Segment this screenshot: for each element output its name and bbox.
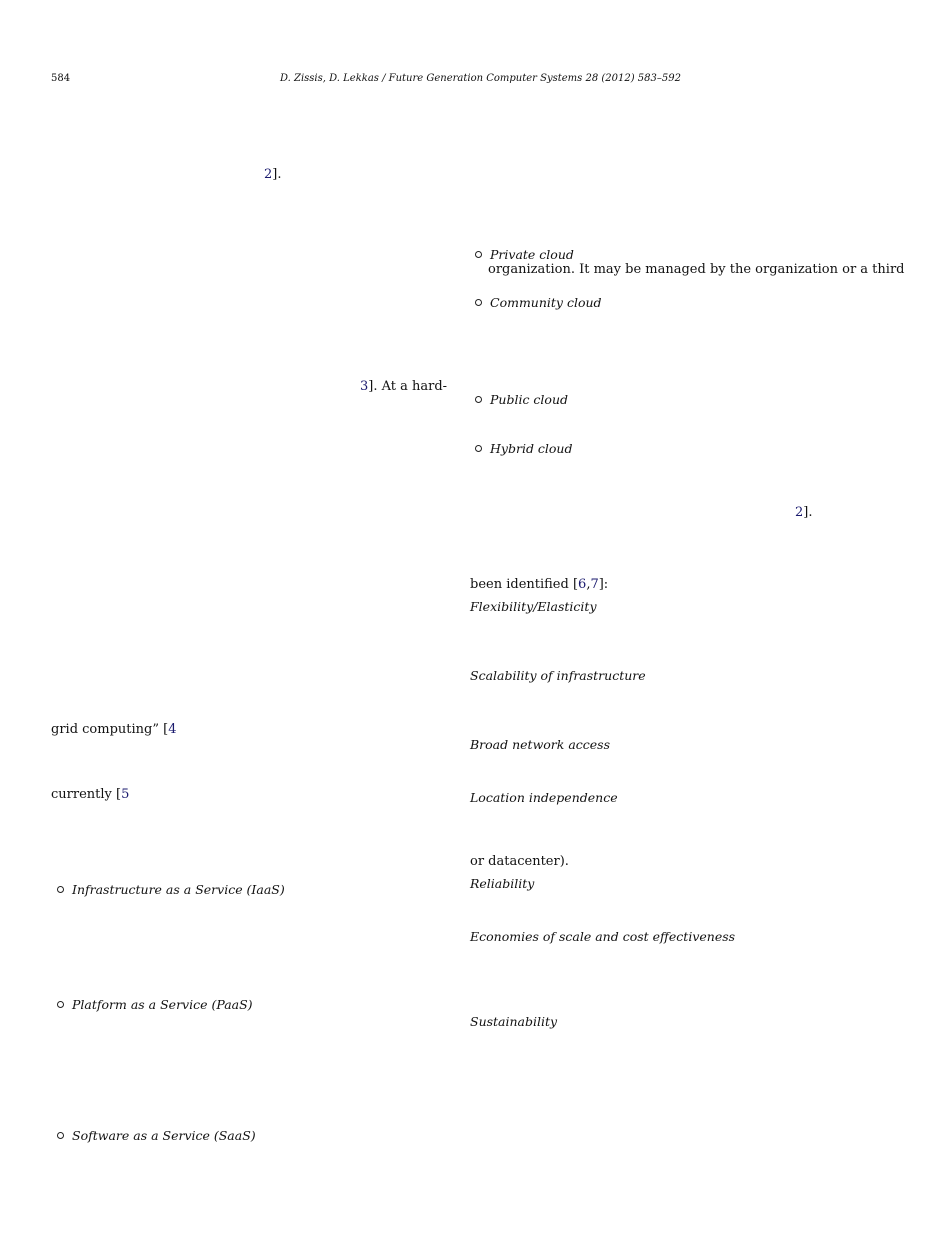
bullet-icon [57, 1132, 64, 1139]
characteristic-heading: Broad network access [470, 737, 611, 752]
list-item: Infrastructure as a Service (IaaS) [57, 882, 285, 897]
bullet-icon [475, 396, 482, 403]
page-number: 584 [51, 73, 71, 84]
reference-link[interactable]: 2 [795, 505, 804, 520]
reference-link[interactable]: 7 [590, 577, 599, 592]
bullet-icon [475, 251, 482, 258]
citation-fragment: 2]. [264, 167, 282, 182]
list-item: Platform as a Service (PaaS) [57, 997, 253, 1012]
list-item: Hybrid cloud [475, 441, 573, 456]
list-item: Private cloud [475, 247, 574, 262]
characteristic-heading: Reliability [470, 876, 535, 891]
reference-link[interactable]: 6 [578, 577, 587, 592]
citation-fragment: 3]. At a hard- [360, 379, 448, 394]
bullet-icon [475, 445, 482, 452]
text-fragment: organization. It may be managed by the organization or a third [488, 262, 905, 277]
characteristic-heading: Scalability of infrastructure [470, 668, 646, 683]
list-item: Software as a Service (SaaS) [57, 1128, 256, 1143]
reference-link[interactable]: 2 [264, 167, 273, 182]
list-item: Community cloud [475, 295, 602, 310]
text-fragment: currently [5 [51, 787, 130, 802]
text-fragment: grid computing” [4 [51, 722, 177, 737]
bullet-icon [57, 886, 64, 893]
characteristic-heading: Location independence [470, 790, 618, 805]
reference-link[interactable]: 3 [360, 379, 369, 394]
characteristic-heading: Economies of scale and cost effectiveness [470, 929, 736, 944]
running-head: D. Zissis, D. Lekkas / Future Generation Computer Systems 28 (2012) 583–592 [280, 73, 681, 84]
characteristic-heading: Flexibility/Elasticity [470, 599, 597, 614]
reference-link[interactable]: 5 [121, 787, 130, 802]
list-item: Public cloud [475, 392, 568, 407]
citation-fragment: 2]. [795, 505, 813, 520]
text-fragment: been identified [6,7]: [470, 577, 609, 592]
bullet-icon [57, 1001, 64, 1008]
characteristic-heading: Sustainability [470, 1014, 558, 1029]
reference-link[interactable]: 4 [168, 722, 177, 737]
bullet-icon [475, 299, 482, 306]
text-fragment: or datacenter). [470, 854, 569, 869]
